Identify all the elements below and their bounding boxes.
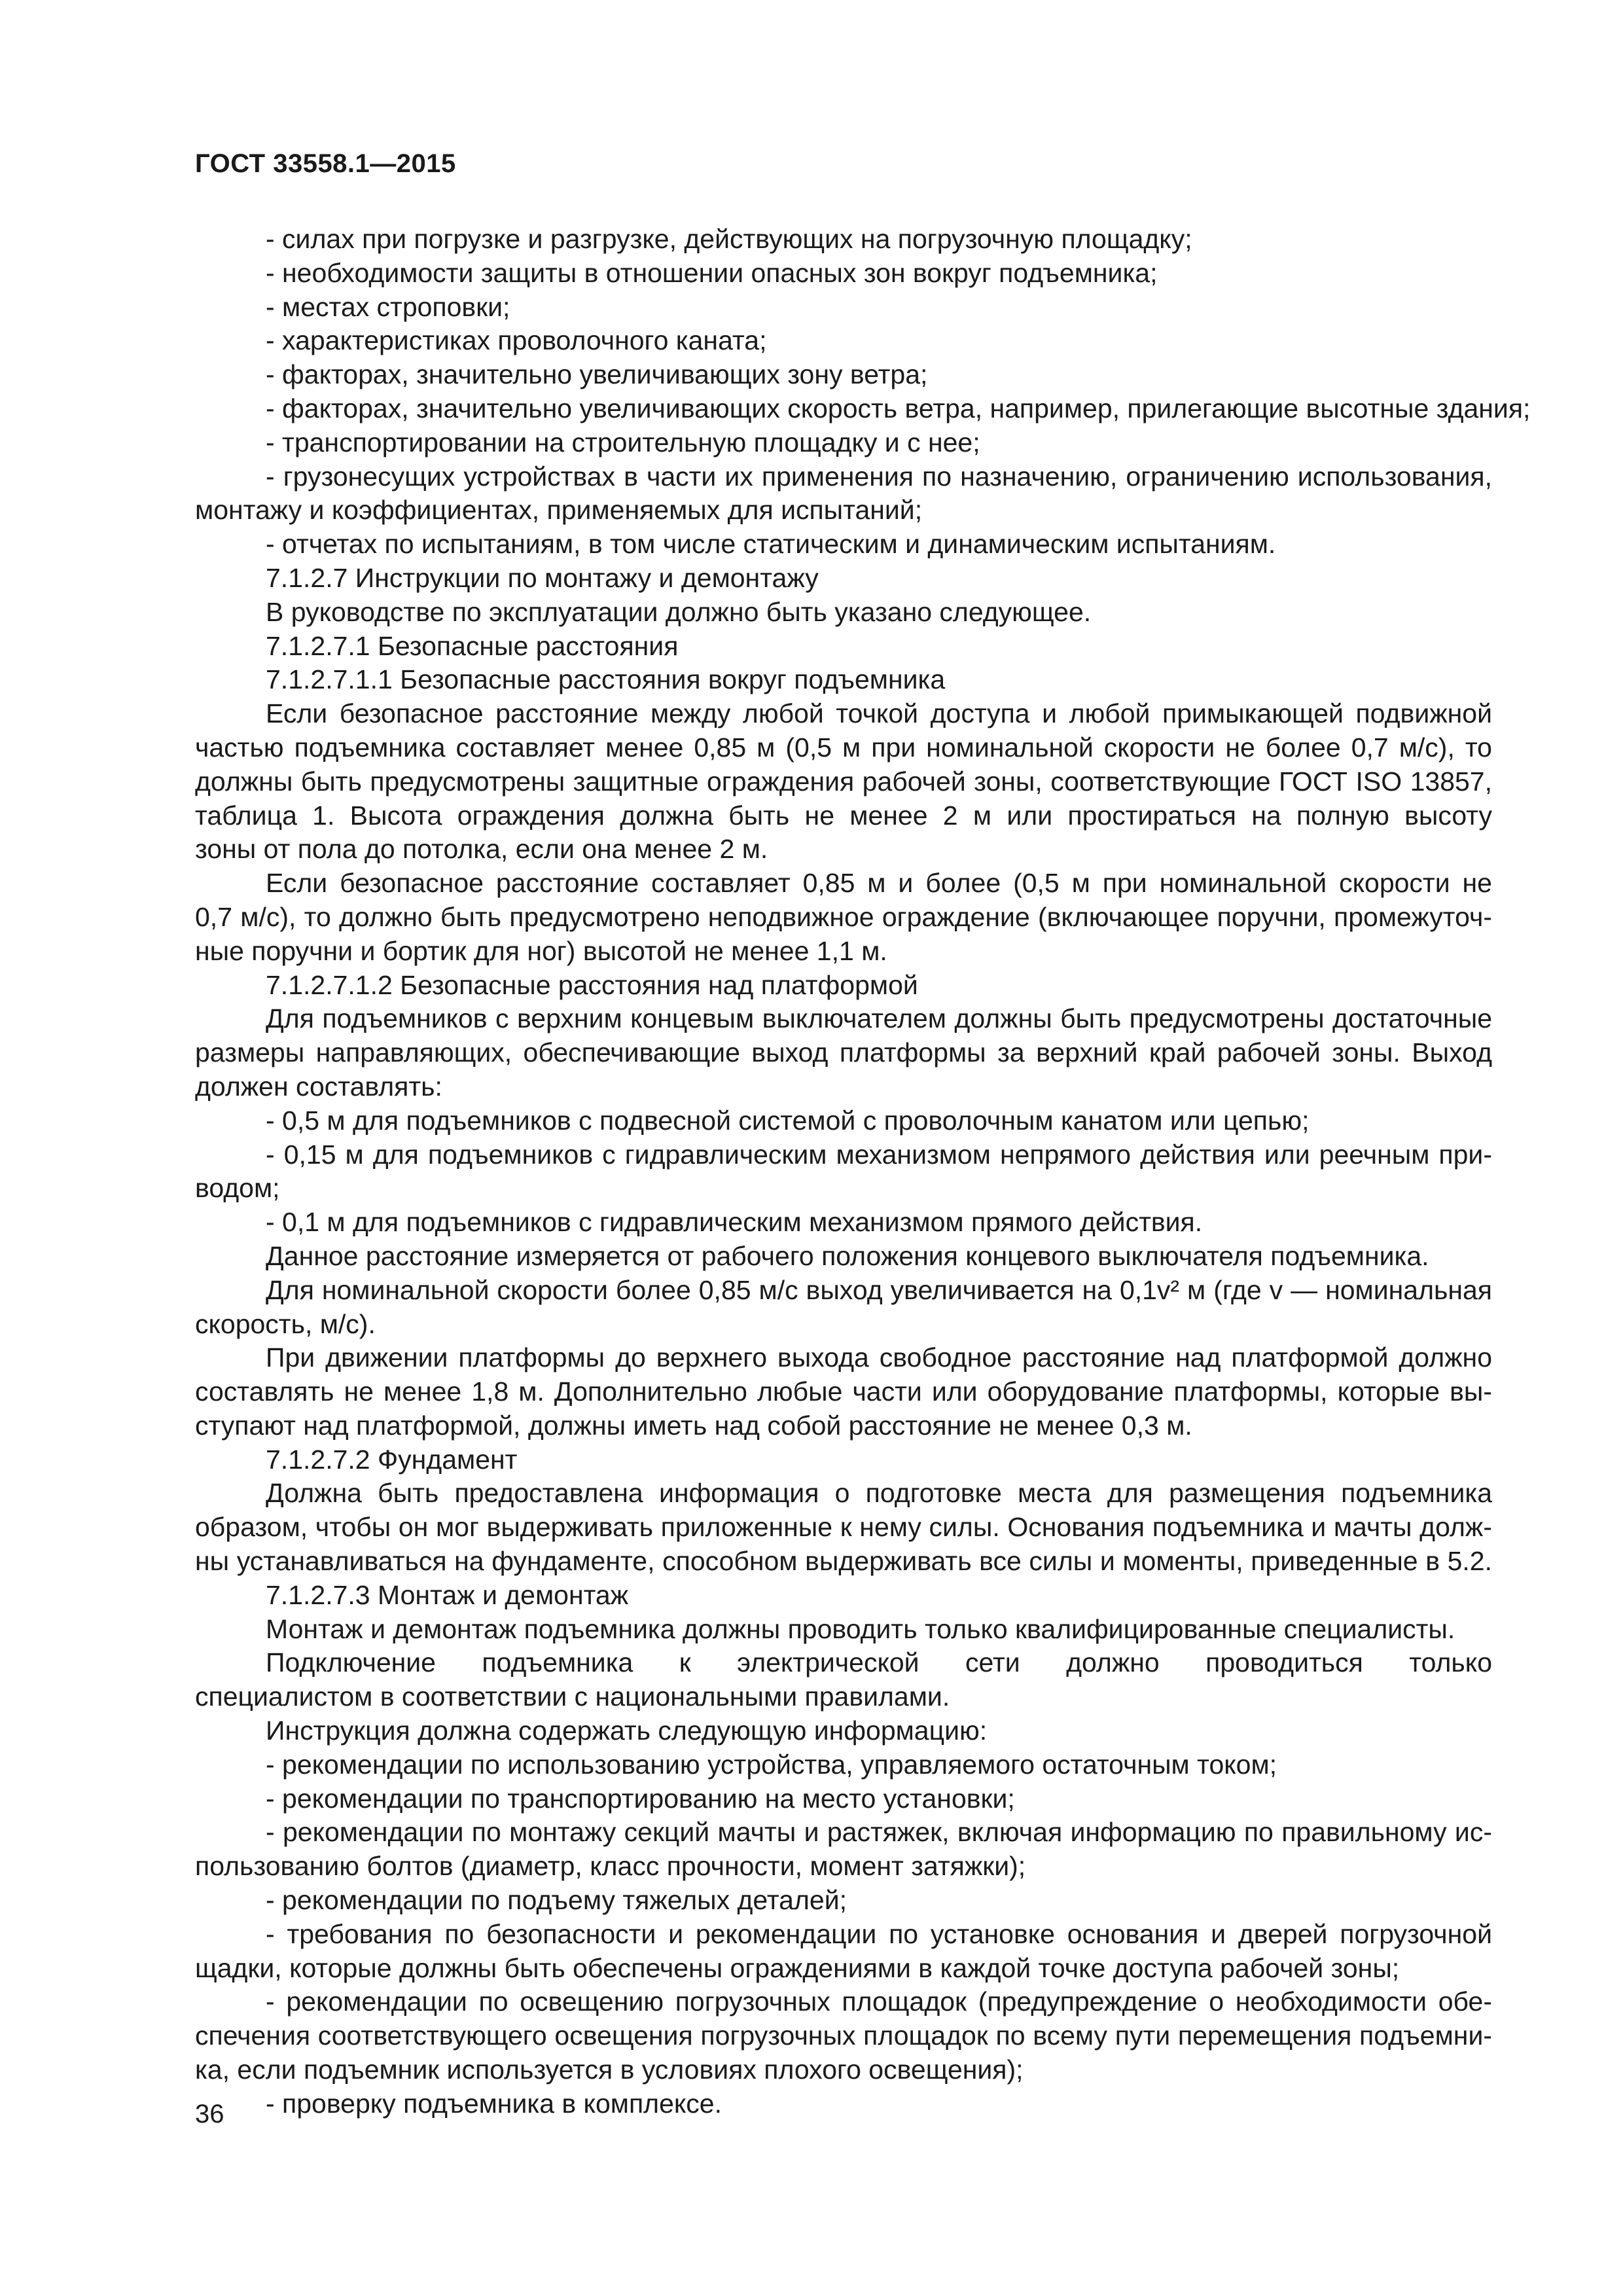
- text-line: ка, если подъемник используется в условиях плохого освещения);: [195, 2054, 1024, 2085]
- text-line: В руководстве по эксплуатации должно быть указано следующее.: [266, 596, 1092, 627]
- text-line: 7.1.2.7.3 Монтаж и демонтаж: [266, 1579, 629, 1610]
- text-line: 7.1.2.7.1.1 Безопасные расстояния вокруг подъемника: [266, 664, 946, 695]
- text-line: - факторах, значительно увеличивающих скорость ветра, например, прилегающие высотные здания;: [266, 393, 1531, 423]
- document-header: ГОСТ 33558.1—2015: [195, 149, 456, 178]
- text-line: - рекомендации по монтажу секций мачты и растяжек, включая информацию по правильному ис-: [266, 1817, 1492, 1848]
- text-line: ные поручни и бортик для ног) высотой не менее 1,1 м.: [195, 935, 887, 966]
- page-number: 36: [195, 2100, 224, 2128]
- text-line: таблица 1. Высота ограждения должна быть не менее 2 м или простираться на полную высоту: [195, 800, 1492, 831]
- text-line: - грузонесущих устройствах в части их применения по назначению, ограничению использования,: [266, 461, 1492, 492]
- text-line: Должна быть предоставлена информация о подготовке места для размещения подъемника: [266, 1478, 1492, 1509]
- text-line: водом;: [195, 1173, 280, 1204]
- text-line: Для подъемников с верхним концевым выключателем должны быть предусмотрены достаточные: [266, 1003, 1492, 1034]
- text-line: - рекомендации по использованию устройства, управляемого остаточным током;: [266, 1749, 1277, 1780]
- text-line: - рекомендации по подъему тяжелых деталей;: [266, 1885, 847, 1916]
- text-line: спечения соответствующего освещения погрузочных площадок по всему пути перемещения подъемни-: [195, 2020, 1492, 2051]
- text-line: - рекомендации по освещению погрузочных площадок (предупреждение о необходимости обе-: [266, 1986, 1492, 2017]
- text-line: скорость, м/с).: [195, 1308, 376, 1339]
- text-line: - характеристиках проволочного каната;: [266, 325, 767, 356]
- text-line: Монтаж и демонтаж подъемника должны проводить только квалифицированные специалисты.: [266, 1613, 1455, 1644]
- document-body: [195, 223, 1531, 2121]
- text-line: частью подъемника составляет менее 0,85 м (0,5 м при номинальной скорости не более 0,7 м/с), то: [195, 732, 1492, 762]
- text-line: При движении платформы до верхнего выхода свободное расстояние над платформой должно: [266, 1342, 1492, 1373]
- text-line: монтажу и коэффициентах, применяемых для испытаний;: [195, 495, 923, 526]
- text-line: должны быть предусмотрены защитные ограждения рабочей зоны, соответствующие ГОСТ ISO 13857,: [195, 766, 1492, 797]
- text-line: - необходимости защиты в отношении опасных зон вокруг подъемника;: [266, 257, 1158, 288]
- text-line: - 0,5 м для подъемников с подвесной системой с проволочным канатом или цепью;: [266, 1105, 1310, 1136]
- text-line: специалистом в соответствии с национальными правилами.: [195, 1681, 950, 1712]
- text-line: 7.1.2.7.2 Фундамент: [266, 1444, 518, 1475]
- text-line: - требования по безопасности и рекомендации по установке основания и дверей погрузочной: [266, 1918, 1492, 1949]
- text-line: пользованию болтов (диаметр, класс прочности, момент затяжки);: [195, 1851, 1026, 1882]
- text-line: Подключение подъемника к электрической сети должно проводиться только: [266, 1647, 1492, 1678]
- text-line: - 0,1 м для подъемников с гидравлическим механизмом прямого действия.: [266, 1207, 1203, 1238]
- text-line: Для номинальной скорости более 0,85 м/с выход увеличивается на 0,1v² м (где v — номинальная: [266, 1274, 1492, 1305]
- text-line: - факторах, значительно увеличивающих зону ветра;: [266, 359, 928, 390]
- text-line: 7.1.2.7 Инструкции по монтажу и демонтажу: [266, 562, 819, 593]
- text-line: - отчетах по испытаниям, в том числе статическим и динамическим испытаниям.: [266, 529, 1276, 560]
- text-line: - рекомендации по транспортированию на место установки;: [266, 1783, 1015, 1814]
- text-line: - силах при погрузке и разгрузке, действующих на погрузочную площадку;: [266, 224, 1192, 254]
- text-line: размеры направляющих, обеспечивающие выход платформы за верхний край рабочей зоны. Выход: [195, 1037, 1492, 1068]
- text-line: Данное расстояние измеряется от рабочего положения концевого выключателя подъемника.: [266, 1240, 1429, 1271]
- text-line: - местах строповки;: [266, 291, 510, 322]
- text-line: 0,7 м/с), то должно быть предусмотрено неподвижное ограждение (включающее поручни, промежуточ-: [195, 901, 1492, 932]
- text-line: ны устанавливаться на фундаменте, способном выдерживать все силы и моменты, приведенные в 5.2.: [195, 1546, 1492, 1577]
- text-line: 7.1.2.7.1.2 Безопасные расстояния над платформой: [266, 969, 918, 1000]
- text-line: - транспортировании на строительную площадку и с нее;: [266, 427, 980, 457]
- text-line: щадки, которые должны быть обеспечены ограждениями в каждой точке доступа рабочей зоны;: [195, 1952, 1400, 1983]
- text-line: составлять не менее 1,8 м. Дополнительно любые части или оборудование платформы, которые вы-: [195, 1376, 1492, 1407]
- text-line: ступают над платформой, должны иметь над собой расстояние не менее 0,3 м.: [195, 1410, 1192, 1441]
- text-line: Если безопасное расстояние между любой точкой доступа и любой примыкающей подвижной: [266, 698, 1492, 729]
- text-line: - 0,15 м для подъемников с гидравлическим механизмом непрямого действия или реечным при-: [266, 1139, 1492, 1170]
- text-line: образом, чтобы он мог выдерживать приложенные к нему силы. Основания подъемника и мачты долж-: [195, 1512, 1492, 1543]
- text-line: 7.1.2.7.1 Безопасные расстояния: [266, 630, 679, 661]
- text-line: - проверку подъемника в комплексе.: [266, 2088, 722, 2119]
- text-line: зоны от пола до потолка, если она менее 2 м.: [195, 834, 768, 865]
- text-line: Инструкция должна содержать следующую информацию:: [266, 1715, 988, 1746]
- text-line: должен составлять:: [195, 1071, 442, 1102]
- text-line: Если безопасное расстояние составляет 0,85 м и более (0,5 м при номинальной скорости не: [266, 868, 1492, 899]
